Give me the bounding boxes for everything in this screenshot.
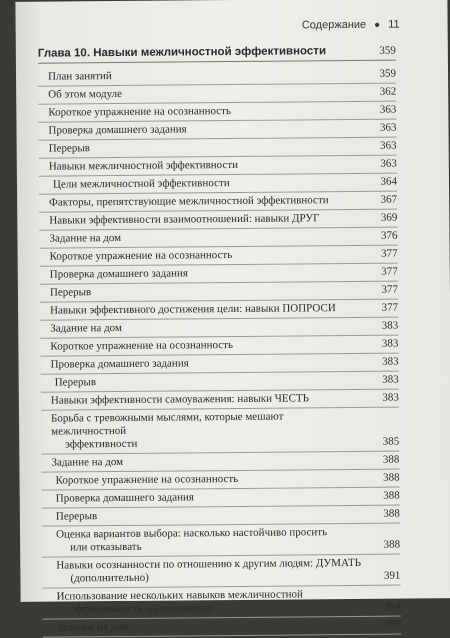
bullet-icon: ● [374, 19, 381, 31]
edge-glyph: т [24, 506, 30, 518]
toc-entry-title-continuation: эффективности [65, 437, 138, 451]
toc-entry-title-text: Перерыв [55, 510, 98, 523]
toc-entry [42, 524, 400, 558]
header-section-title: Содержание [301, 18, 367, 32]
toc-entry-title [42, 491, 194, 505]
toc-entry-title-text: Проверка домашнего задания [49, 267, 189, 281]
toc-entry-title-text: Короткое упражнение на осознанность [48, 105, 231, 119]
toc-entry-title-text: Навыки эффективности самоуважения: навыки ЧЕСТЬ [50, 392, 310, 407]
toc-entry-page: 388 [383, 471, 400, 484]
toc-entry-title [39, 177, 230, 192]
toc-entry-title-text: Цели межличностной эффективности [52, 177, 230, 191]
toc-entry-title-continuation: эффективности одновременно [70, 602, 213, 616]
toc-entry-page: 388 [383, 538, 401, 551]
toc-entry-title [38, 123, 186, 137]
edge-glyph: б [23, 470, 30, 482]
toc-entry-title-text: Проверка домашнего задания [48, 123, 187, 137]
toc-entry-page: 383 [382, 391, 399, 404]
toc-entry-page: 383 [381, 319, 399, 332]
toc-entry-title-text: Навыки осознанности по отношению к другим людям: ДУМАТЬ [56, 556, 362, 572]
toc-entry-page: 362 [379, 85, 397, 98]
toc-entry-page: 383 [381, 337, 399, 350]
toc-entry-page: 388 [382, 453, 400, 466]
toc-entry-page: 377 [381, 301, 399, 314]
toc-entry-page: 369 [380, 211, 398, 224]
toc-entry-title-text: Перерыв [48, 142, 91, 155]
toc-entry-title [39, 232, 121, 246]
edge-glyph: э [24, 434, 29, 446]
toc-entry-page: 385 [382, 435, 400, 448]
chapter-title: Глава 10. Навыки межличностной эффективности [37, 45, 327, 60]
toc-entry-title [41, 456, 123, 470]
toc-entry-title [41, 376, 96, 389]
toc-entry-page: 376 [380, 229, 398, 242]
toc-entry-page: 359 [379, 67, 397, 80]
toc-entry [43, 586, 401, 620]
toc-entry-page: 394 [384, 600, 401, 613]
adjacent-page-edge [19, 432, 34, 540]
toc-entry-page: 363 [380, 139, 397, 152]
toc-entry-title-text: Проверка домашнего задания [55, 491, 194, 505]
toc-entry-page: 363 [379, 121, 397, 134]
toc-entry-page: 377 [381, 265, 398, 278]
toc-entry-title [41, 392, 309, 407]
toc-entry-page: 391 [383, 569, 401, 582]
toc-entry-title-continuation: (дополнительно) [70, 571, 149, 585]
running-header [302, 17, 400, 34]
toc-entry [43, 617, 401, 638]
toc-entry-title-text: Перерыв [49, 286, 92, 299]
chapter-heading [38, 45, 396, 64]
toc-entries [38, 66, 401, 638]
toc-entry-title-text: План занятий [47, 70, 112, 83]
toc-entry-title [40, 302, 336, 318]
toc-entry-title-text: Короткое упражнение на осознанность [50, 339, 234, 353]
toc-entry-title [40, 339, 233, 354]
toc-entry-title-text: Оценка вариантов выбора: насколько настойчиво просить [55, 526, 328, 541]
toc-entry-title [38, 88, 122, 102]
toc-entry-title [43, 588, 304, 616]
table-of-contents [38, 45, 401, 638]
toc-entry-title [42, 526, 327, 554]
toc-entry-title [39, 212, 319, 227]
toc-entry-title-text: Задание на дом [49, 231, 122, 245]
toc-entry-page: 367 [380, 193, 398, 206]
toc-entry-page: 397 [384, 618, 401, 631]
toc-entry-page: 363 [380, 157, 397, 170]
edge-glyph: й [24, 524, 30, 536]
toc-entry-title [42, 473, 239, 488]
toc-entry-title-text: Факторы, препятствующие межличностной эффективности [49, 194, 329, 209]
toc-entry-title-text: Навыки межличностной эффективности [48, 158, 239, 173]
toc-entry-title-text: Использование нескольких навыков межличностной [56, 588, 303, 603]
toc-entry-title [39, 142, 90, 155]
toc-entry-title [43, 621, 129, 635]
edge-glyph: з [24, 452, 29, 464]
toc-entry-title [42, 510, 97, 523]
toc-entry-page: 388 [383, 507, 400, 520]
toc-entry-title-text: Перерыв [54, 376, 97, 389]
chapter-page: 359 [379, 44, 396, 57]
toc-entry-title [41, 357, 189, 371]
toc-entry [41, 408, 399, 455]
toc-entry-title-text: Об этом модуле [48, 87, 123, 101]
toc-entry-title [40, 322, 122, 336]
toc-entry-title-text: Борьба с тревожными мыслями, которые мешают межличностной [50, 410, 284, 438]
toc-entry-title-text: Короткое упражнение на осознанность [49, 249, 233, 263]
toc-entry-page: 377 [381, 283, 398, 296]
toc-entry-title-text: Навыки эффективности взаимоотношений: навыки ДРУГ [49, 212, 320, 227]
toc-entry-title [39, 194, 329, 210]
toc-entry-title [38, 105, 231, 120]
toc-entry-title [40, 267, 188, 281]
toc-entry-page: 377 [381, 247, 398, 260]
toc-entry-page: 364 [380, 175, 398, 188]
toc-entry-title [42, 557, 361, 586]
toc-entry-page: 363 [379, 103, 397, 116]
book-page [15, 0, 450, 634]
toc-entry-title-text: Навыки эффективного достижения цели: навыки ПОПРОСИ [50, 302, 336, 317]
toc-entry-title-text: Задание на дом [50, 321, 122, 335]
toc-entry-title [39, 159, 238, 174]
toc-entry-page: 388 [383, 489, 400, 502]
toc-entry-title [38, 70, 112, 84]
toc-entry-title-text: Короткое упражнение на осознанность [55, 472, 239, 487]
toc-entry-page: 383 [381, 355, 399, 368]
toc-entry-title [40, 286, 91, 299]
toc-entry-page: 383 [382, 373, 399, 386]
toc-entry-title [41, 410, 356, 452]
toc-entry-title-text: Задание на дом [56, 620, 129, 634]
toc-entry-title [40, 249, 233, 264]
toc-entry-title-text: Задание на дом [51, 455, 124, 469]
toc-entry-title-text: Проверка домашнего задания [50, 357, 189, 371]
edge-glyph: ϭ [24, 488, 30, 500]
toc-entry [42, 555, 400, 589]
header-page-number: 11 [388, 18, 400, 31]
toc-entry-title-continuation: или отказывать [70, 540, 142, 554]
